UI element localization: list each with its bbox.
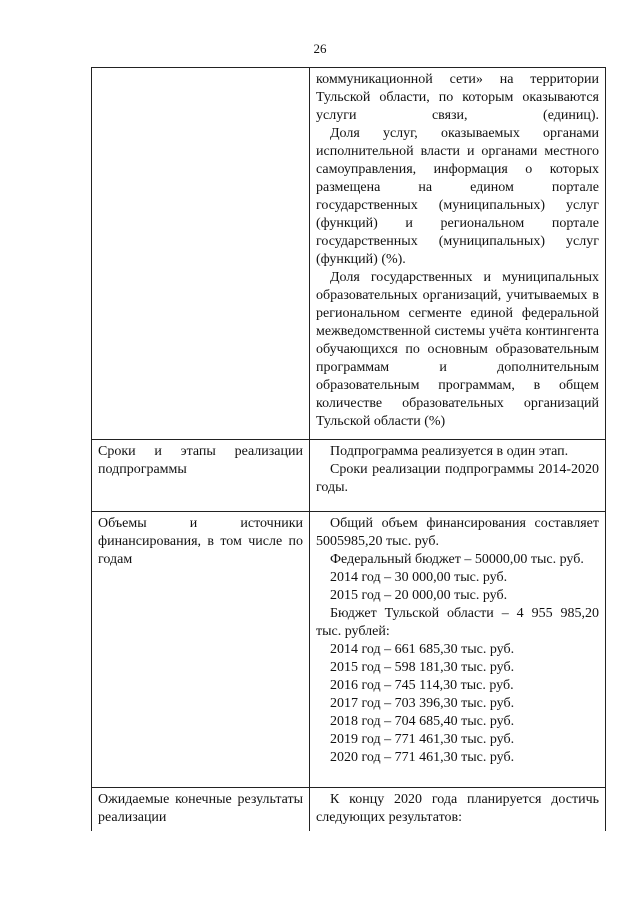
- row-results-content: [310, 788, 606, 832]
- row-indicators-label: [92, 68, 310, 440]
- table-row-terms: [92, 440, 606, 512]
- row-results-label: [92, 788, 310, 832]
- financing-year-line: 2019 год – 771 461,30 тыс. руб.: [330, 732, 515, 747]
- financing-year-line: 2014 год – 661 685,30 тыс. руб.: [330, 642, 515, 657]
- indicator-paragraph: Доля государственных и муниципальных образовательных организаций, учитываемых в региональном сегменте единой федеральной межведомственной системы учёта контингента обучающихся по основным образовательным программам и дополнительным образовательным программам, в общем количестве образовательных организаций Тульской области (%): [316, 270, 599, 429]
- financing-year-line: 2020 год – 771 461,30 тыс. руб.: [330, 750, 515, 765]
- indicator-paragraph: коммуникационной сети» на территории Тульской области, по которым оказываются услуги связи, (единиц).: [316, 72, 599, 123]
- page-number: 26: [313, 41, 327, 56]
- financing-year-line: 2017 год – 703 396,30 тыс. руб.: [330, 696, 515, 711]
- row-terms-content: [310, 440, 606, 512]
- indicator-paragraph: Доля услуг, оказываемых органами исполнительной власти и органами местного самоуправления, информация о которых размещена на едином портале государственных (муниципальных) услуг (функций) и региональном портале государственных (муниципальных) услуг (функций) (%).: [316, 126, 599, 267]
- financing-year-line: 2014 год – 30 000,00 тыс. руб.: [330, 570, 508, 585]
- table-row-financing: [92, 512, 606, 788]
- financing-federal: Федеральный бюджет – 50000,00 тыс. руб.: [330, 552, 584, 567]
- table-row-results: [92, 788, 606, 832]
- financing-total: Общий объем финансирования составляет 5005985,20 тыс. руб.: [316, 516, 599, 549]
- row-label-text: Ожидаемые конечные результаты реализации: [98, 792, 303, 825]
- passport-table: [91, 67, 606, 831]
- results-paragraph: К концу 2020 года планируется достичь следующих результатов:: [316, 792, 599, 825]
- financing-year-line: 2015 год – 20 000,00 тыс. руб.: [330, 588, 508, 603]
- financing-regional: Бюджет Тульской области – 4 955 985,20 тыс. рублей:: [316, 606, 599, 639]
- row-label-text: Сроки и этапы реализации подпрограммы: [98, 444, 303, 477]
- table-row-indicators: [92, 68, 606, 440]
- row-label-text: Объемы и источники финансирования, в том числе по годам: [98, 516, 303, 567]
- row-indicators-content: [310, 68, 606, 440]
- financing-year-line: 2018 год – 704 685,40 тыс. руб.: [330, 714, 515, 729]
- financing-year-line: 2016 год – 745 114,30 тыс. руб.: [330, 678, 514, 693]
- row-financing-content: [310, 512, 606, 788]
- terms-paragraph: Подпрограмма реализуется в один этап.: [330, 444, 569, 459]
- row-financing-label: [92, 512, 310, 788]
- terms-paragraph: Сроки реализации подпрограммы 2014-2020 годы.: [316, 462, 599, 495]
- row-terms-label: [92, 440, 310, 512]
- financing-year-line: 2015 год – 598 181,30 тыс. руб.: [330, 660, 515, 675]
